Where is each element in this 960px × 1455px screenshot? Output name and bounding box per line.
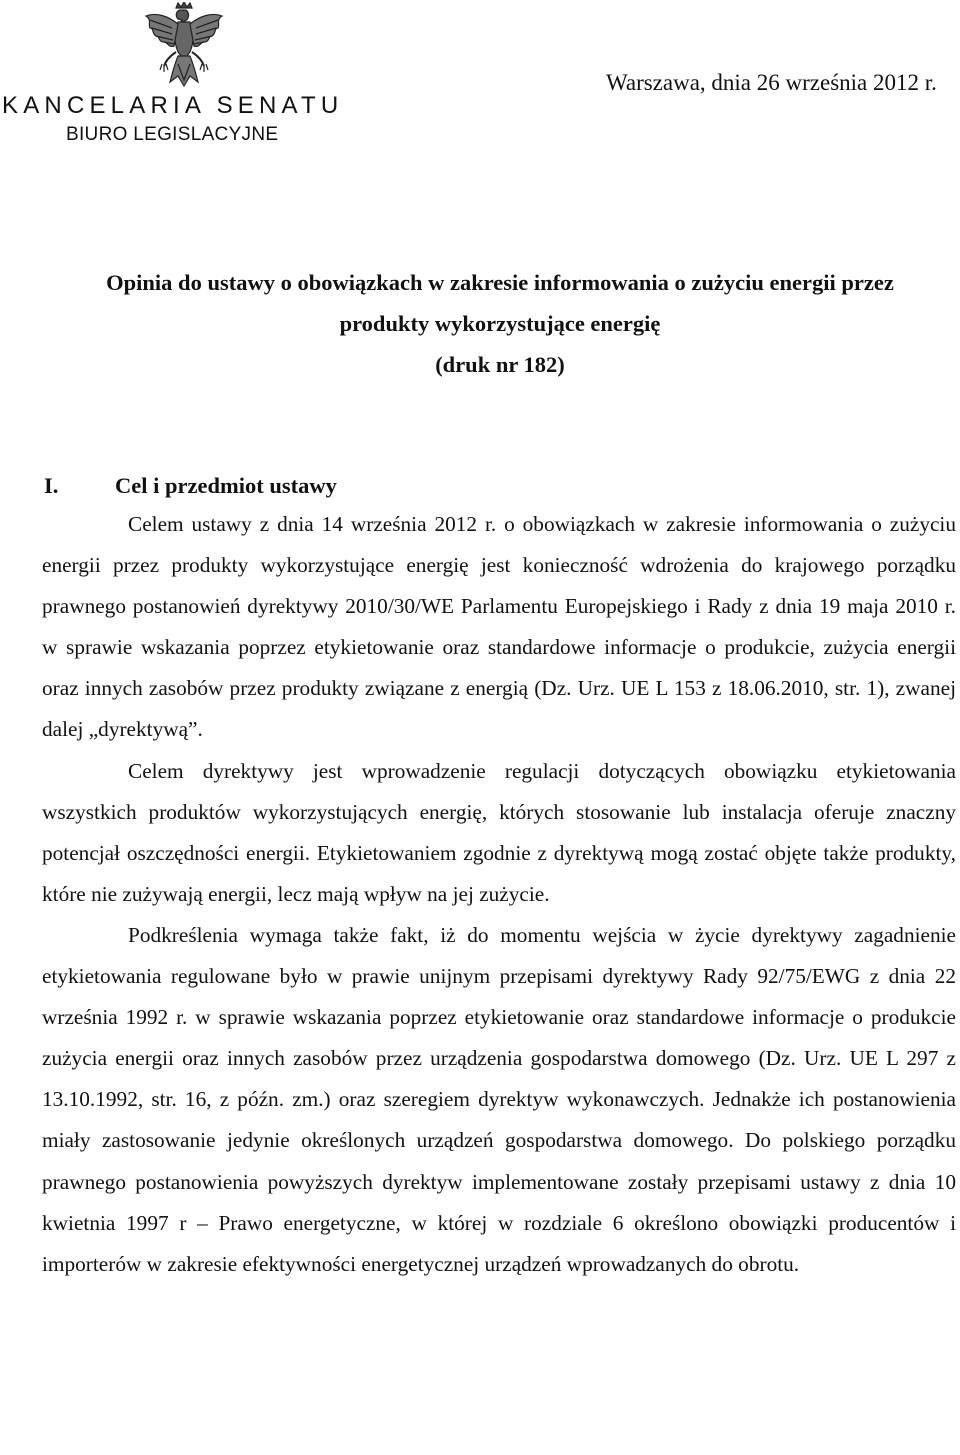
organization-name: KANCELARIA SENATU [2, 92, 344, 119]
title-line-1: Opinia do ustawy o obowiązkach w zakresie informowania o zużyciu energii przez [106, 270, 894, 295]
section-body [42, 504, 956, 1285]
paragraph-1: Celem ustawy z dnia 14 września 2012 r. o obowiązkach w zakresie informowania o zużyciu energii przez produkty wykorzystujące energię jest konieczność wdrożenia do krajowego porządku prawnego postanowień dyrektywy 2010/30/WE Parlamentu Europejskiego i Rady z dnia 19 maja 2010 r. w sprawie wskazania poprzez etykietowanie oraz standardowe informacje o produkcie, zużycia energii oraz innych zasobów przez produkty związane z energią (Dz. Urz. UE L 153 z 18.06.2010, str. 1), zwanej dalej „dyrektywą”. [42, 512, 956, 742]
paragraph-2: Celem dyrektywy jest wprowadzenie regulacji dotyczących obowiązku etykietowania wszystkich produktów wykorzystujących energię, których stosowanie lub instalacja oferuje znaczny potencjał oszczędności energii. Etykietowaniem zgodnie z dyrektywą mogą zostać objęte także produkty, które nie zużywają energii, lecz mają wpływ na jej zużycie. [42, 758, 956, 906]
section-number: I. [44, 473, 59, 498]
document-header [0, 0, 960, 160]
document-date: Warszawa, dnia 26 września 2012 r. [606, 70, 937, 95]
document-title [0, 262, 960, 385]
title-line-3: (druk nr 182) [435, 352, 565, 377]
paragraph-3: Podkreślenia wymaga także fakt, iż do momentu wejścia w życie dyrektywy zagadnienie etykietowania regulowane było w prawie unijnym przepisami dyrektywy Rady 92/75/EWG z dnia 22 września 1992 r. w sprawie wskazania poprzez etykietowanie oraz standardowe informacje o produkcie zużycia energii oraz innych zasobów przez urządzenia gospodarstwa domowego (Dz. Urz. UE L 297 z 13.10.1992, str. 16, z późn. zm.) oraz szeregiem dyrektyw wykonawczych. Jednakże ich postanowienia miały zastosowanie jedynie określonych urządzeń gospodarstwa domowego. Do polskiego porządku prawnego postanowienia powyższych dyrektyw implementowane zostały przepisami ustawy z dnia 10 kwietnia 1997 r – Prawo energetyczne, w której w rozdziale 6 określono obowiązki producentów i importerów w zakresie efektywności energetycznej urządzeń wprowadzanych do obrotu. [42, 922, 956, 1276]
organization-department: BIURO LEGISLACYJNE [66, 124, 279, 145]
polish-eagle-emblem-icon [142, 2, 226, 88]
title-line-2: produkty wykorzystujące energię [339, 311, 661, 336]
section-title: Cel i przedmiot ustawy [115, 473, 337, 498]
section-heading [44, 473, 337, 499]
